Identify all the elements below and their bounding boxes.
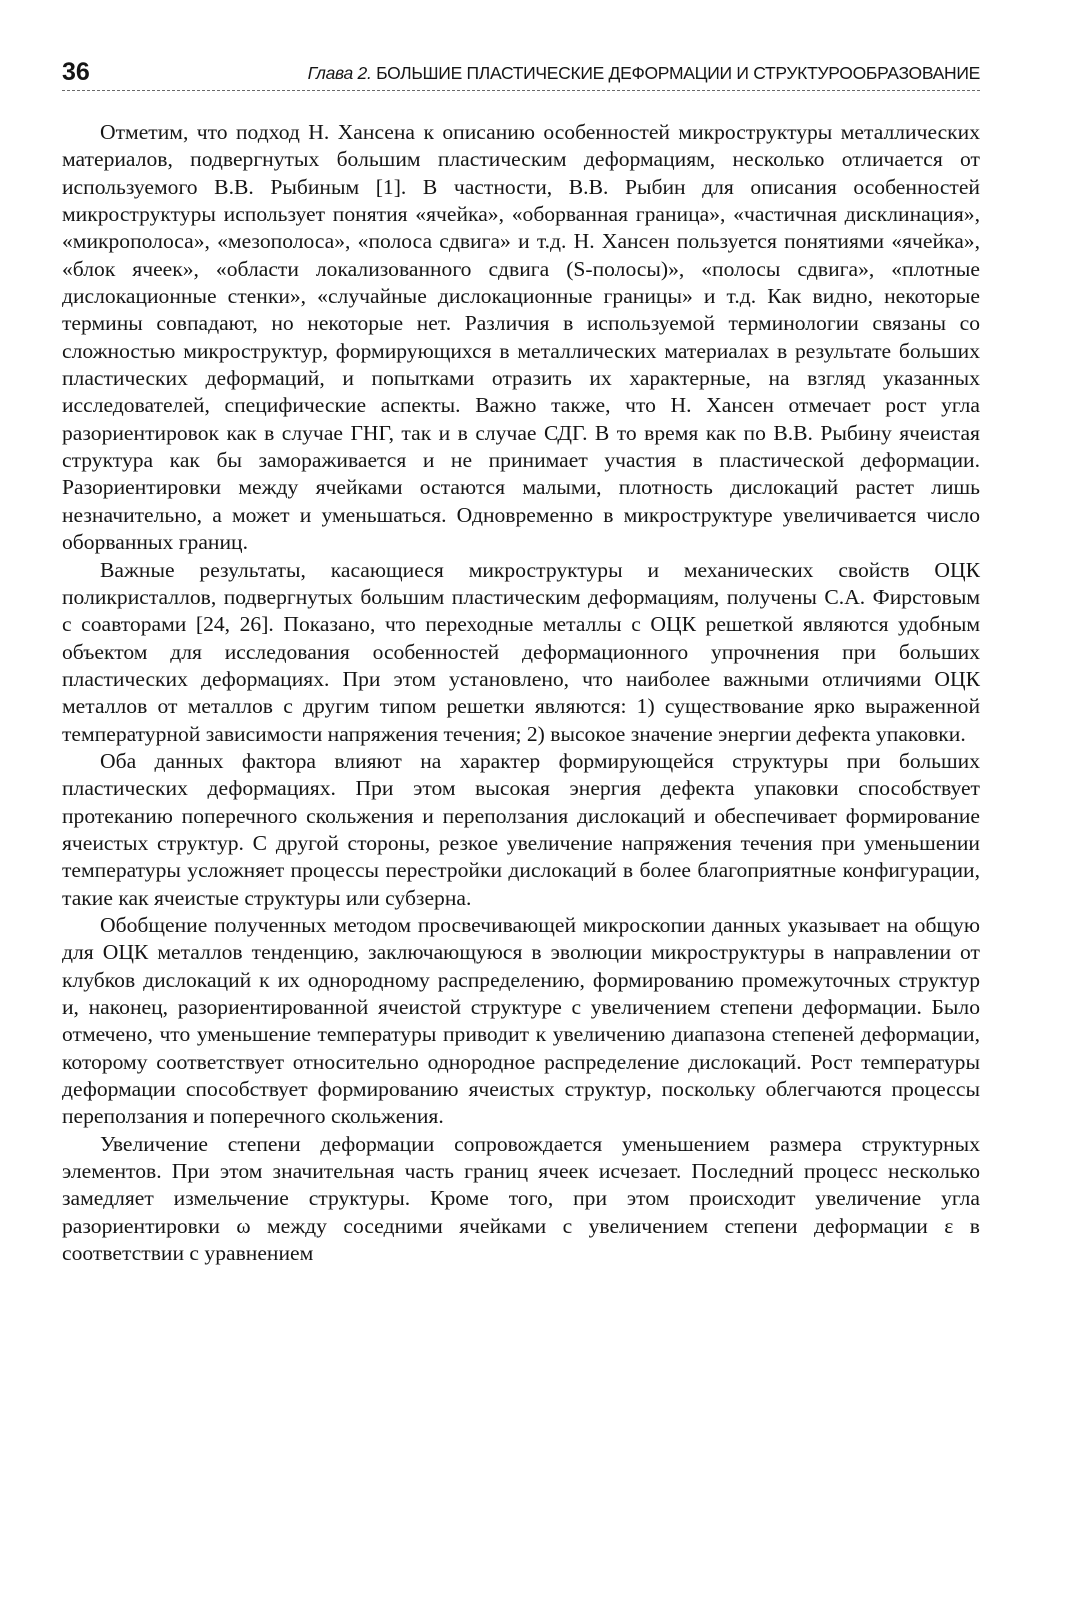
paragraph: Обобщение полученных методом просвечивающей микроскопии данных указывает на общую для ОЦК металлов тенденцию, заключающуюся в эволюции микроструктуры в направлении от клубков дислокаций к их однородному распределению, формированию промежуточных структур и, наконец, разориентированной ячеистой структуре с увеличением степени деформации. Было отмечено, что уменьшение температуры приводит к увеличению диапазона степеней деформации, которому соответствует относительно однородное распределение дислокаций. Рост температуры деформации способствует формированию ячеистых структур, поскольку облегчаются процессы переползания и поперечного скольжения. [62,912,980,1129]
running-title [308,62,980,84]
body-text [62,119,980,1267]
paragraph: Оба данных фактора влияют на характер формирующейся структуры при больших пластических деформациях. При этом высокая энергия дефекта упаковки способствует протеканию поперечного скольжения и переползания дислокаций и обеспечивает формирование ячеистых структур. С другой стороны, резкое увеличение напряжения течения при уменьшении температуры усложняет процессы перестройки дислокаций в более благоприятные конфигурации, такие как ячеистые структуры или субзерна. [62,748,980,910]
paragraph: Отметим, что подход Н. Хансена к описанию особенностей микроструктуры металлических материалов, подвергнутых большим пластическим деформациям, несколько отличается от используемого В.В. Рыбиным [1]. В частности, В.В. Рыбин для описания особенностей микроструктуры использует понятия «ячейка», «оборванная граница», «частичная дисклинация», «микрополоса», «мезополоса», «полоса сдвига» и т.д. Н. Хансен пользуется понятиями «ячейка», «блок ячеек», «области локализованного сдвига (S-полосы)», «полосы сдвига», «плотные дислокационные стенки», «случайные дислокационные границы» и т.д. Как видно, некоторые термины совпадают, но некоторые нет. Различия в используемой терминологии связаны со сложностью микроструктур, формирующихся в металлических материалах в результате больших пластических деформаций, и попытками отразить их характерные, на взгляд указанных исследователей, специфические аспекты. Важно также, что Н. Хансен отмечает рост угла разориентировок как в случае ГНГ, так и в случае СДГ. В то время как по В.В. Рыбину ячеистая структура как бы замораживается и не принимает участия в пластической деформации. Разориентировки между ячейками остаются малыми, плотность дислокаций растет лишь незначительно, а может и уменьшаться. Одновременно в микроструктуре увеличивается число оборванных границ. [62,120,980,555]
paragraph: Увеличение степени деформации сопровождается уменьшением размера структурных элементов. При этом значительная часть границ ячеек исчезает. Последний процесс несколько замедляет измельчение структуры. Кроме того, при этом происходит увеличение угла разориентировки ω между соседними ячейками с увеличением степени деформации ε в соответствии с уравнением [62,1131,980,1266]
chapter-label: Глава 2. [307,63,372,83]
running-header [62,54,980,91]
chapter-title: БОЛЬШИЕ ПЛАСТИЧЕСКИЕ ДЕФОРМАЦИИ И СТРУКТУРООБРАЗОВАНИЕ [376,63,980,83]
book-page [62,54,980,1574]
paragraph: Важные результаты, касающиеся микроструктуры и механических свойств ОЦК поликристаллов, подвергнутых большим пластическим деформациям, получены С.А. Фирстовым с соавторами [24, 26]. Показано, что переходные металлы с ОЦК решеткой являются удобным объектом для исследования особенностей деформационного упрочнения при больших пластических деформациях. При этом установлено, что наиболее важными отличиями ОЦК металлов от металлов с другим типом решетки являются: 1) существование ярко выраженной температурной зависимости напряжения течения; 2) высокое значение энергии дефекта упаковки. [62,557,980,746]
page-number: 36 [62,58,90,86]
